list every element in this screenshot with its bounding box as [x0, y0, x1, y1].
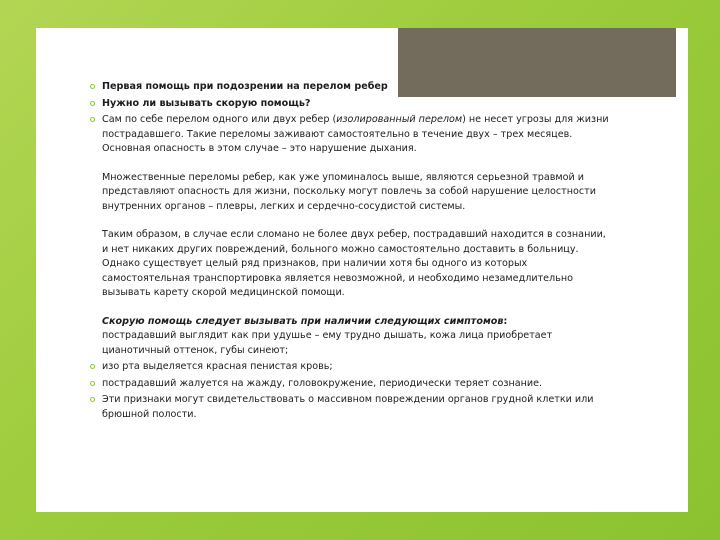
bullet-text: Нужно ли вызывать скорую помощь?	[102, 97, 311, 109]
colon: :	[503, 315, 508, 327]
italic-text: изолированный перелом	[336, 114, 463, 125]
bullet-text: Эти признаки могут свидетельствовать о массивном повреждении органов грудной клетки или брюшной полости.	[102, 394, 594, 420]
bullet-icon	[90, 84, 95, 89]
bullet-item	[90, 97, 610, 112]
bullet-icon	[90, 381, 95, 386]
bullet-text: пострадавший жалуется на жажду, головокружение, периодически теряет сознание.	[102, 377, 543, 389]
bullet-icon	[90, 101, 95, 106]
bullet-icon	[90, 117, 95, 122]
bullet-icon	[90, 397, 95, 402]
slide-content	[90, 80, 610, 424]
paragraph: Таким образом, в случае если сломано не более двух ребер, пострадавший находится в сознании, и нет никаких других повреждений, больного можно самостоятельно доставить в больницу. Однако существует целый ряд признаков, при наличии хотя бы одного из которых самостоятельная транспортировка является невозможной, и необходимо незамедлительно вызывать карету скорой медицинской помощи.	[102, 229, 606, 298]
bullet-icon	[90, 364, 95, 369]
bullet-item	[90, 113, 610, 358]
text-span: ) не несет угрозы для жизни пострадавшего. Такие переломы заживают самостоятельно в течение двух – трех месяцев. Основная опасность в этом случае – это нарушение дыхания.	[102, 114, 609, 154]
bullet-item	[90, 393, 610, 422]
emphasis-text: Скорую помощь следует вызывать при наличии следующих симптомов	[102, 315, 504, 327]
slide	[36, 28, 688, 512]
paragraph	[102, 315, 610, 359]
bullet-item	[90, 80, 610, 95]
paragraph	[102, 113, 610, 157]
text-span: Сам по себе перелом одного или двух ребер (	[102, 114, 337, 125]
paragraph: Множественные переломы ребер, как уже упоминалось выше, являются серьезной травмой и представляют опасность для жизни, поскольку могут повлечь за собой нарушение целостности внутренних органов – плевры, легких и сердечно-сосудистой системы.	[102, 171, 596, 212]
bullet-item	[90, 360, 610, 375]
bullet-item	[90, 377, 610, 392]
text-span: пострадавший выглядит как при удушье – ему трудно дышать, кожа лица приобретает цианотичный оттенок, губы синеют;	[102, 330, 553, 356]
bullet-text: изо рта выделяется красная пенистая кровь;	[102, 361, 333, 372]
bullet-text: Первая помощь при подозрении на перелом ребер	[102, 81, 388, 92]
